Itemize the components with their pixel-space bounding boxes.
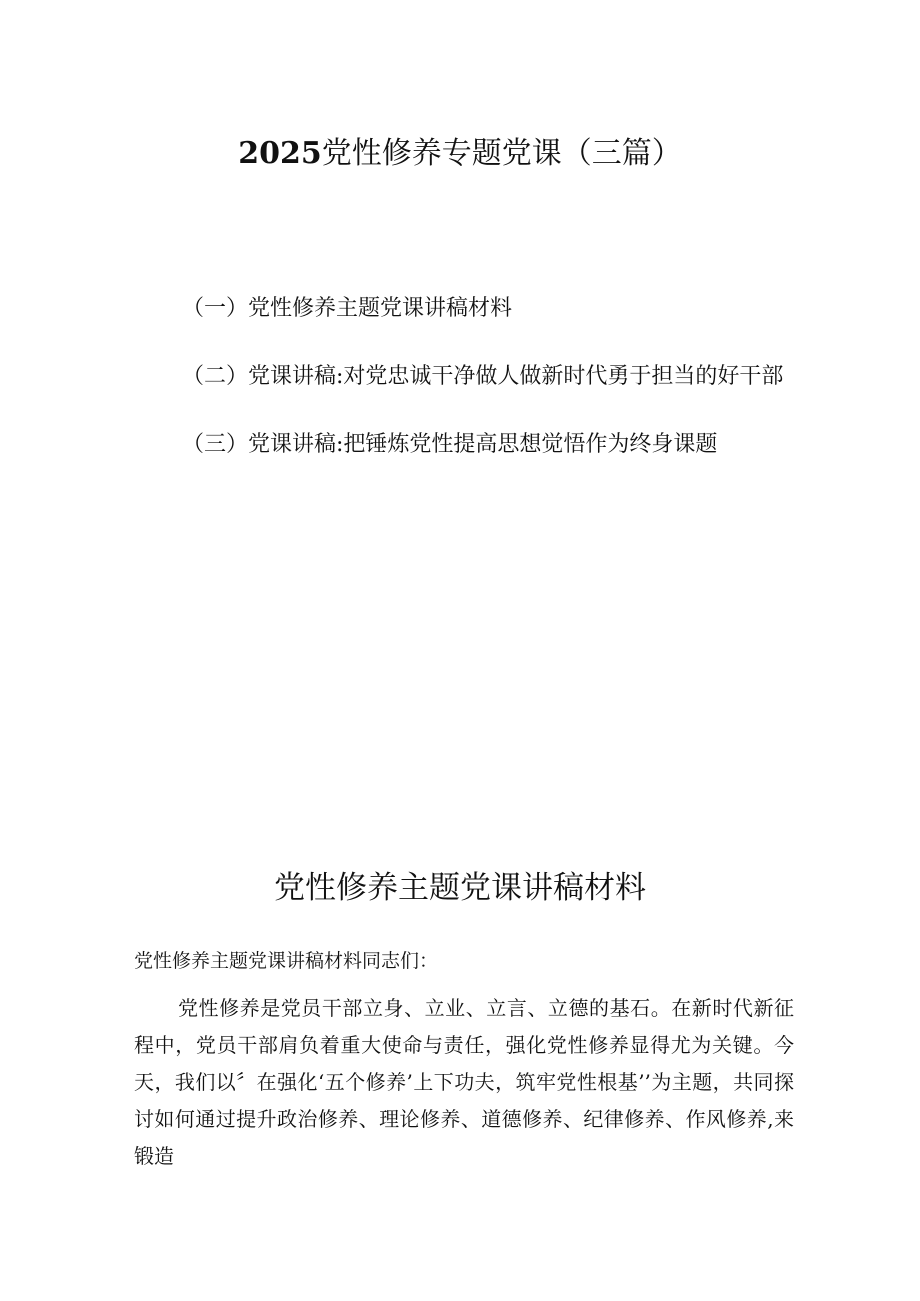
table-of-contents [134,284,794,488]
document-title [0,132,920,176]
section-title: 党性修养主题党课讲稿材料 [274,870,646,906]
toc-item-1: （一）党性修养主题党课讲稿材料 [182,296,513,321]
toc-item-3: （三）党课讲稿:把锤炼党性提高思想觉悟作为终身课题 [182,432,718,457]
toc-item-2: （二）党课讲稿:对党忠诚干净做人做新时代勇于担当的好干部 [182,364,784,389]
body-paragraph: 党性修养是党员干部立身、立业、立言、立德的基石。在新时代新征程中，党员干部肩负着重大使命与责任，强化党性修养显得尤为关键。今天，我们以〞在强化‘五个修养’上下功夫，筑牢党性根基’’为主题，共同探讨如何通过提升政治修养、理论修养、道德修养、纪律修养、作风修养,来锻造 [134,996,794,1168]
document-title-text: 党性修养专题党课（三篇） [321,136,682,171]
salutation-line: 党性修养主题党课讲稿材料同志们： [134,950,439,972]
document-title-year: 2025 [238,136,322,171]
